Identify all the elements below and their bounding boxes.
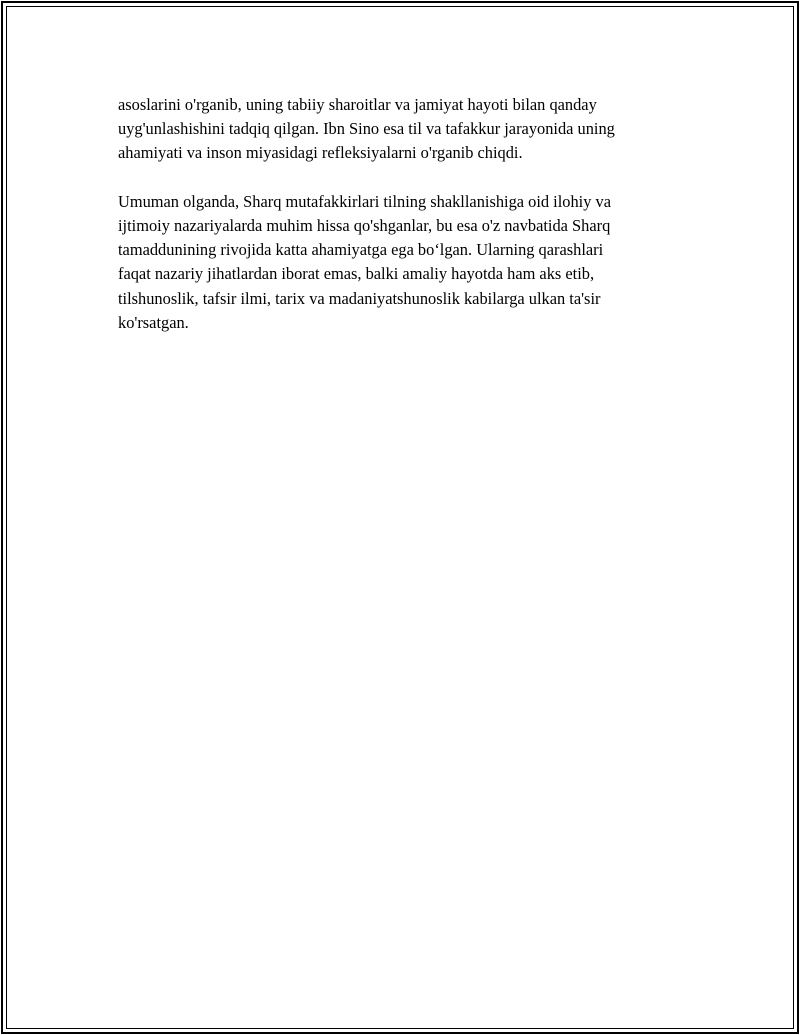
text-line: tilshunoslik, tafsir ilmi, tarix va madaniyatshunoslik kabilarga ulkan ta'sir <box>118 288 601 308</box>
text-line: asoslarini o'rganib, uning tabiiy sharoitlar va jamiyat hayoti bilan qanday <box>118 95 597 114</box>
text-line: tamaddunining rivojida katta ahamiyatga ega bo‘lgan. Ularning qarashlari <box>118 240 604 260</box>
text-line: ijtimoiy nazariyalarda muhim hissa qo'shganlar, bu esa o'z navbatida Sharq <box>118 216 611 235</box>
document-body <box>118 93 678 359</box>
paragraph-2 <box>118 190 678 335</box>
text-line: faqat nazariy jihatlardan iborat emas, balki amaliy hayotda ham aks etib, <box>118 264 595 284</box>
text-line: uyg'unlashishini tadqiq qilgan. Ibn Sino esa til va tafakkur jarayonida uning <box>118 119 615 139</box>
text-line: ahamiyati va inson miyasidagi refleksiyalarni o'rganib chiqdi. <box>118 143 523 163</box>
paragraph-1 <box>118 93 678 166</box>
text-line: ko'rsatgan. <box>118 312 189 332</box>
text-line: Umuman olganda, Sharq mutafakkirlari tilning shakllanishiga oid ilohiy va <box>118 191 611 211</box>
